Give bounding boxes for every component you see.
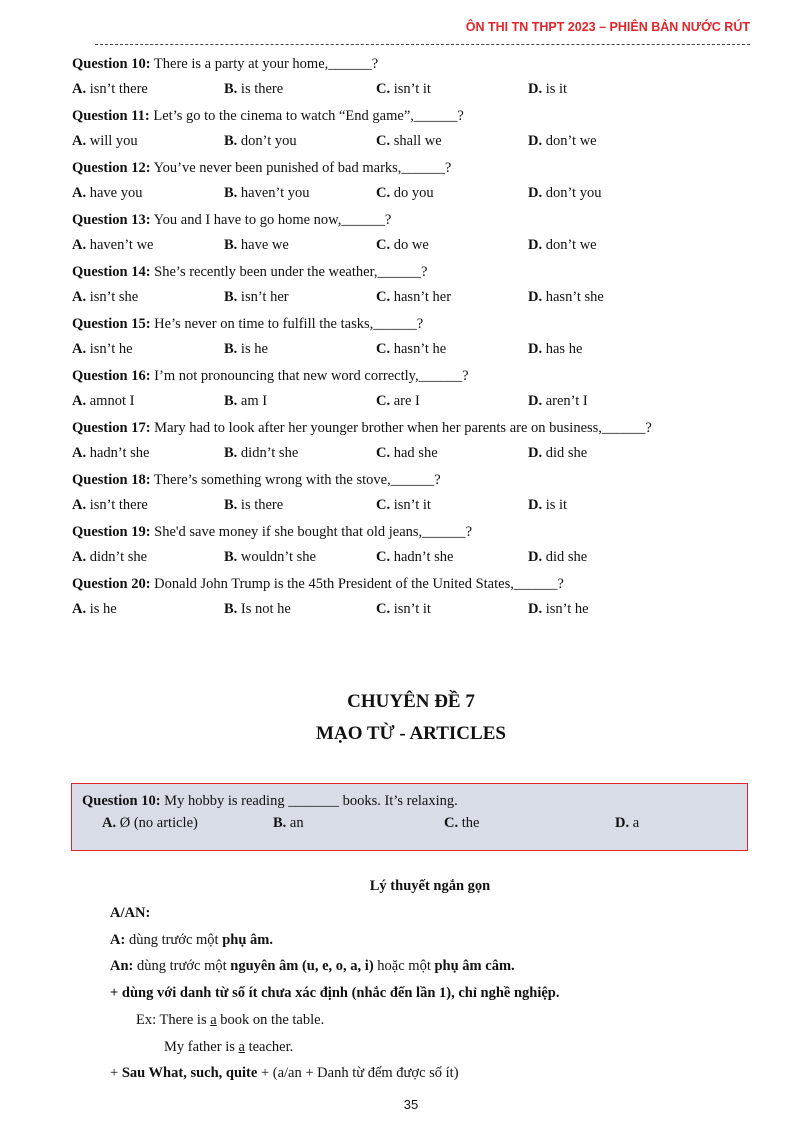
- option-text: isn’t it: [393, 81, 431, 97]
- answer-option: [528, 392, 680, 410]
- answer-option: [376, 236, 528, 254]
- option-letter: A.: [72, 289, 87, 305]
- answer-option: [72, 288, 224, 306]
- option-letter: A.: [72, 341, 87, 357]
- option-text: the: [461, 815, 480, 831]
- option-letter: B.: [224, 237, 238, 253]
- question-text: [72, 574, 732, 600]
- question-text: [72, 522, 732, 548]
- answer-option: [528, 548, 680, 566]
- theory-usage: + dùng với danh từ số ít chưa xác định (nhắc đến lần 1), chỉ nghề nghiệp.: [110, 985, 560, 1001]
- question-item: [72, 418, 732, 462]
- example-1-pre: Ex: There is: [136, 1012, 211, 1028]
- question-label: Question 19:: [72, 524, 151, 540]
- option-letter: D.: [528, 445, 543, 461]
- question-body: Mary had to look after her younger brother when her parents are on business,______?: [150, 420, 652, 436]
- option-letter: D.: [528, 133, 543, 149]
- question-label: Question 12:: [72, 160, 151, 176]
- theory-a-text: dùng trước một: [125, 932, 223, 948]
- option-letter: C.: [376, 341, 391, 357]
- option-letter: B.: [224, 133, 238, 149]
- option-text: did she: [545, 549, 588, 565]
- question-item: [72, 158, 732, 202]
- example-2-post: teacher.: [244, 1039, 294, 1055]
- option-text: isn’t her: [240, 289, 289, 305]
- question-body: She’s recently been under the weather,______?: [150, 264, 428, 280]
- question-options: [72, 496, 732, 514]
- theory-a-bold: phụ âm.: [222, 932, 273, 948]
- option-letter: B.: [224, 185, 238, 201]
- option-text: did she: [545, 445, 588, 461]
- question-body: You’ve never been punished of bad marks,______?: [150, 160, 452, 176]
- answer-option: [72, 548, 224, 566]
- example-option-a: [102, 815, 273, 832]
- answer-option: [224, 496, 376, 514]
- option-text: isn’t he: [545, 601, 589, 617]
- question-options: [72, 444, 732, 462]
- question-label: Question 11:: [72, 108, 150, 124]
- option-letter: A.: [72, 81, 87, 97]
- option-letter: B.: [273, 815, 287, 831]
- question-item: [72, 262, 732, 306]
- option-text: Is not he: [240, 601, 291, 617]
- theory-an-bold1: nguyên âm (u, e, o, a, i): [230, 958, 374, 974]
- answer-option: [224, 392, 376, 410]
- theory-after-pre: +: [110, 1065, 122, 1081]
- option-letter: D.: [528, 289, 543, 305]
- answer-option: [224, 80, 376, 98]
- option-text: wouldn’t she: [240, 549, 316, 565]
- question-body: You and I have to go home now,______?: [150, 212, 392, 228]
- option-text: hasn’t she: [545, 289, 604, 305]
- question-options: [72, 132, 732, 150]
- option-letter: C.: [376, 393, 391, 409]
- answer-option: [376, 444, 528, 462]
- option-letter: B.: [224, 445, 238, 461]
- theory-aan: [110, 905, 150, 922]
- question-label: Question 20:: [72, 576, 151, 592]
- answer-option: [376, 184, 528, 202]
- option-letter: B.: [224, 341, 238, 357]
- option-text: an: [289, 815, 304, 831]
- header-divider: [95, 44, 750, 45]
- question-item: [72, 314, 732, 358]
- answer-option: [376, 80, 528, 98]
- option-text: Ø (no article): [119, 815, 198, 831]
- question-body: I’m not pronouncing that new word correctly,______?: [150, 368, 469, 384]
- answer-option: [72, 184, 224, 202]
- option-text: don’t we: [545, 133, 597, 149]
- theory-an-label: An:: [110, 958, 134, 974]
- answer-option: [528, 340, 680, 358]
- option-letter: D.: [528, 341, 543, 357]
- option-text: didn’t she: [89, 549, 148, 565]
- answer-option: [376, 600, 528, 618]
- example-question-body: My hobby is reading _______ books. It’s relaxing.: [160, 793, 458, 809]
- option-text: aren’t I: [545, 393, 588, 409]
- option-text: shall we: [393, 133, 442, 149]
- option-letter: A.: [72, 185, 87, 201]
- answer-option: [224, 600, 376, 618]
- option-text: don’t we: [545, 237, 597, 253]
- question-list: [72, 54, 732, 626]
- answer-option: [72, 600, 224, 618]
- option-letter: A.: [102, 815, 117, 831]
- option-text: will you: [89, 133, 138, 149]
- question-body: There is a party at your home,______?: [150, 56, 379, 72]
- question-options: [72, 184, 732, 202]
- option-text: hadn’t she: [393, 549, 454, 565]
- option-letter: A.: [72, 601, 87, 617]
- chapter-number: CHUYÊN ĐỀ 7: [347, 691, 475, 712]
- option-letter: C.: [376, 237, 391, 253]
- example-1-article: a: [210, 1012, 217, 1028]
- option-text: hasn’t her: [393, 289, 452, 305]
- question-text: [72, 158, 732, 184]
- question-options: [72, 80, 732, 98]
- option-text: have we: [240, 237, 289, 253]
- option-letter: A.: [72, 393, 87, 409]
- question-text: [72, 470, 732, 496]
- option-letter: C.: [444, 815, 459, 831]
- option-letter: D.: [528, 549, 543, 565]
- answer-option: [224, 184, 376, 202]
- theory-an-text1: dùng trước một: [133, 958, 231, 974]
- question-body: Let’s go to the cinema to watch “End game”,______?: [149, 108, 464, 124]
- option-letter: D.: [528, 81, 543, 97]
- example-1-post: book on the table.: [216, 1012, 325, 1028]
- option-letter: C.: [376, 289, 391, 305]
- question-options: [72, 340, 732, 358]
- question-body: Donald John Trump is the 45th President of the United States,______?: [150, 576, 564, 592]
- answer-option: [224, 444, 376, 462]
- example-options: [102, 815, 786, 832]
- option-letter: D.: [528, 237, 543, 253]
- theory-example-2: [164, 1039, 293, 1056]
- answer-option: [528, 496, 680, 514]
- answer-option: [528, 600, 680, 618]
- option-text: a: [632, 815, 640, 831]
- answer-option: [528, 444, 680, 462]
- chapter-title: MẠO TỪ - ARTICLES: [316, 723, 506, 744]
- option-letter: B.: [224, 289, 238, 305]
- answer-option: [72, 80, 224, 98]
- example-2-pre: My father is: [164, 1039, 239, 1055]
- option-letter: C.: [376, 445, 391, 461]
- option-letter: D.: [528, 601, 543, 617]
- theory-after-text: + (a/an + Danh từ đếm được số ít): [257, 1065, 459, 1081]
- example-option-c: [444, 815, 615, 832]
- option-letter: D.: [528, 185, 543, 201]
- answer-option: [528, 236, 680, 254]
- option-letter: D.: [528, 497, 543, 513]
- option-text: didn’t she: [240, 445, 299, 461]
- question-item: [72, 574, 732, 618]
- option-text: have you: [89, 185, 143, 201]
- answer-option: [72, 392, 224, 410]
- option-text: is he: [240, 341, 268, 357]
- question-label: Question 13:: [72, 212, 151, 228]
- option-text: am I: [240, 393, 268, 409]
- question-item: [72, 366, 732, 410]
- answer-option: [72, 496, 224, 514]
- option-letter: C.: [376, 497, 391, 513]
- option-text: amnot I: [89, 393, 135, 409]
- question-text: [72, 210, 732, 236]
- option-text: hasn’t he: [393, 341, 447, 357]
- question-body: He’s never on time to fulfill the tasks,______?: [150, 316, 424, 332]
- option-text: is it: [545, 81, 568, 97]
- option-letter: C.: [376, 133, 391, 149]
- question-item: [72, 54, 732, 98]
- question-options: [72, 236, 732, 254]
- question-label: Question 16:: [72, 368, 151, 384]
- option-text: has he: [545, 341, 583, 357]
- theory-a-label: A:: [110, 932, 126, 948]
- answer-option: [224, 548, 376, 566]
- option-text: isn’t it: [393, 497, 431, 513]
- option-letter: A.: [72, 445, 87, 461]
- option-letter: C.: [376, 185, 391, 201]
- answer-option: [376, 496, 528, 514]
- example-option-b: [273, 815, 444, 832]
- option-text: is it: [545, 497, 568, 513]
- option-text: is there: [240, 497, 284, 513]
- option-letter: C.: [376, 549, 391, 565]
- question-text: [72, 106, 732, 132]
- option-text: do you: [393, 185, 434, 201]
- answer-option: [528, 184, 680, 202]
- answer-option: [72, 444, 224, 462]
- theory-an-line: [110, 958, 515, 975]
- option-letter: A.: [72, 237, 87, 253]
- question-options: [72, 288, 732, 306]
- answer-option: [224, 288, 376, 306]
- question-item: [72, 106, 732, 150]
- option-text: don’t you: [240, 133, 297, 149]
- question-options: [72, 600, 732, 618]
- question-label: Question 18:: [72, 472, 151, 488]
- question-body: She'd save money if she bought that old jeans,______?: [150, 524, 473, 540]
- page-number: 35: [403, 1097, 419, 1112]
- example-question-box: [71, 783, 748, 851]
- answer-option: [376, 548, 528, 566]
- question-text: [72, 418, 732, 444]
- theory-usage-line: [110, 985, 559, 1002]
- option-text: isn’t there: [89, 81, 148, 97]
- answer-option: [72, 340, 224, 358]
- option-letter: A.: [72, 497, 87, 513]
- theory-after-bold: Sau What, such, quite: [121, 1065, 258, 1081]
- option-text: are I: [393, 393, 420, 409]
- question-text: [72, 262, 732, 288]
- answer-option: [528, 80, 680, 98]
- option-letter: D.: [528, 393, 543, 409]
- theory-an-text2: hoặc một: [373, 958, 435, 974]
- example-2-article: a: [238, 1039, 245, 1055]
- option-text: isn’t it: [393, 601, 431, 617]
- option-text: had she: [393, 445, 438, 461]
- example-question-text: [82, 793, 458, 810]
- answer-option: [72, 132, 224, 150]
- question-options: [72, 392, 732, 410]
- option-letter: B.: [224, 601, 238, 617]
- question-text: [72, 54, 732, 80]
- question-text: [72, 314, 732, 340]
- example-question-label: Question 10:: [82, 793, 161, 809]
- question-body: There’s something wrong with the stove,______?: [150, 472, 441, 488]
- option-letter: B.: [224, 81, 238, 97]
- answer-option: [376, 288, 528, 306]
- option-letter: A.: [72, 549, 87, 565]
- question-text: [72, 366, 732, 392]
- theory-aan-label: A/AN:: [110, 905, 151, 921]
- theory-an-bold2: phụ âm câm.: [434, 958, 515, 974]
- example-option-d: [615, 815, 786, 832]
- question-item: [72, 522, 732, 566]
- answer-option: [376, 392, 528, 410]
- option-letter: C.: [376, 601, 391, 617]
- question-label: Question 14:: [72, 264, 151, 280]
- answer-option: [224, 132, 376, 150]
- option-text: is there: [240, 81, 284, 97]
- answer-option: [528, 288, 680, 306]
- question-label: Question 10:: [72, 56, 151, 72]
- theory-heading: Lý thuyết ngắn gọn: [369, 878, 491, 894]
- question-options: [72, 548, 732, 566]
- option-text: isn’t she: [89, 289, 139, 305]
- option-letter: D.: [615, 815, 630, 831]
- answer-option: [376, 340, 528, 358]
- option-letter: C.: [376, 81, 391, 97]
- answer-option: [224, 340, 376, 358]
- answer-option: [224, 236, 376, 254]
- question-label: Question 15:: [72, 316, 151, 332]
- option-letter: B.: [224, 549, 238, 565]
- theory-after-line: [110, 1065, 459, 1082]
- page-header-title: ÔN THI TN THPT 2023 – PHIÊN BẢN NƯỚC RÚT: [465, 20, 750, 34]
- option-text: don’t you: [545, 185, 602, 201]
- option-letter: B.: [224, 393, 238, 409]
- answer-option: [528, 132, 680, 150]
- option-text: haven’t you: [240, 185, 310, 201]
- option-letter: A.: [72, 133, 87, 149]
- theory-example-1: [136, 1012, 324, 1029]
- theory-a-line: [110, 932, 273, 949]
- option-text: is he: [89, 601, 117, 617]
- option-text: isn’t there: [89, 497, 148, 513]
- option-text: haven’t we: [89, 237, 154, 253]
- question-label: Question 17:: [72, 420, 151, 436]
- answer-option: [72, 236, 224, 254]
- answer-option: [376, 132, 528, 150]
- option-text: isn’t he: [89, 341, 133, 357]
- question-item: [72, 210, 732, 254]
- option-text: hadn’t she: [89, 445, 150, 461]
- option-letter: B.: [224, 497, 238, 513]
- question-item: [72, 470, 732, 514]
- option-text: do we: [393, 237, 429, 253]
